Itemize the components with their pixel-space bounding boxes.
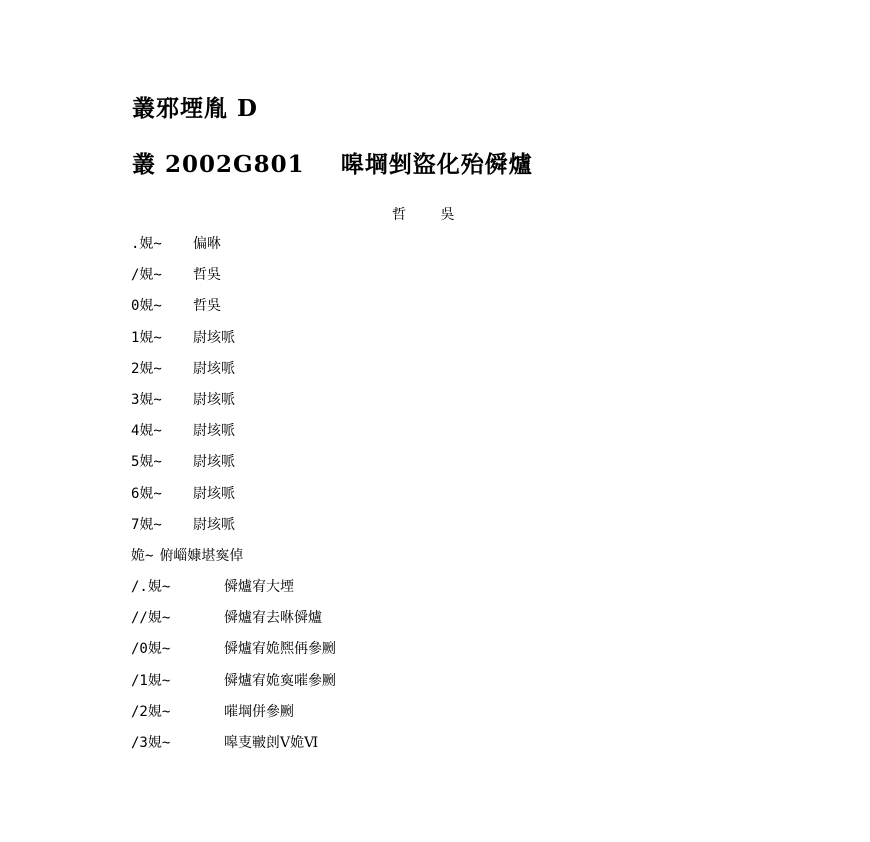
toc-row-label: /娊~ (131, 267, 162, 284)
toc-row-label: 姽~ (131, 547, 154, 564)
toc-row-label: /.娊~ (131, 579, 171, 596)
toc-row-text: 偏咻 (193, 236, 221, 252)
toc-row (131, 484, 336, 515)
toc-row-label: 2娊~ (131, 360, 162, 377)
toc-row-label: 7娊~ (131, 516, 162, 533)
toc-row-text: 僢爐宥姽熈侢參劂 (224, 641, 336, 658)
toc-row-label: 1娊~ (131, 329, 162, 346)
toc-row (131, 671, 336, 702)
toc-row-label: //娊~ (131, 610, 171, 627)
toc-row-text: 哲吳 (193, 298, 221, 315)
toc-row-text: 僢爐宥姽寏嗺參劂 (224, 672, 336, 689)
toc-row-text: 尉垓哌 (193, 329, 235, 346)
subtitle-name: 嗥堈剉盜化殆僢爐 (340, 151, 533, 178)
toc-row-text: 嗥叓皸剆Ⅴ姽Ⅵ (224, 735, 319, 751)
toc-row-text: 俯崰嫝堪寏倬 (159, 547, 244, 564)
toc-row-text: 僢爐宥大堙 (224, 579, 294, 596)
toc-row-text: 尉垓哌 (193, 485, 235, 502)
toc-row-text: 尉垓哌 (193, 516, 235, 533)
toc-row (131, 702, 336, 733)
toc-row-label: 6娊~ (131, 485, 162, 502)
toc-header: 哲 吳 (392, 207, 455, 223)
toc-row-label: /1娊~ (131, 672, 171, 689)
toc-row (131, 577, 336, 608)
toc-row-label: 0娊~ (131, 298, 162, 315)
toc-row (131, 328, 336, 359)
toc-row (131, 639, 336, 670)
toc-row (131, 546, 336, 577)
toc-row-label: 5娊~ (131, 454, 162, 471)
table-of-contents (131, 234, 336, 764)
toc-row-label: 3娊~ (131, 391, 162, 408)
toc-row (131, 733, 336, 764)
toc-row-text: 僢爐宥去咻僢爐 (224, 610, 322, 627)
toc-row-text: 尉垓哌 (193, 391, 235, 408)
toc-row-text: 哲吳 (193, 267, 221, 284)
toc-row-label: /3娊~ (131, 735, 171, 751)
subtitle-code: 叢 2002G801 (132, 151, 305, 178)
document-title: 叢邪堙胤 D (132, 95, 258, 122)
toc-row-text: 嗺堈併參劂 (224, 703, 294, 720)
toc-row-text: 尉垓哌 (193, 423, 235, 440)
toc-row-label: .娊~ (131, 236, 162, 252)
document-subtitle (132, 146, 533, 179)
toc-row (131, 265, 336, 296)
toc-row (131, 608, 336, 639)
toc-row-text: 尉垓哌 (193, 360, 235, 377)
toc-row (131, 296, 336, 327)
toc-row (131, 515, 336, 546)
toc-row (131, 359, 336, 390)
toc-row (131, 234, 336, 265)
toc-row-label: /0娊~ (131, 641, 171, 658)
toc-row-label: 4娊~ (131, 423, 162, 440)
toc-row (131, 452, 336, 483)
toc-row (131, 421, 336, 452)
toc-row-text: 尉垓哌 (193, 454, 235, 471)
toc-row (131, 390, 336, 421)
toc-row-label: /2娊~ (131, 703, 171, 720)
